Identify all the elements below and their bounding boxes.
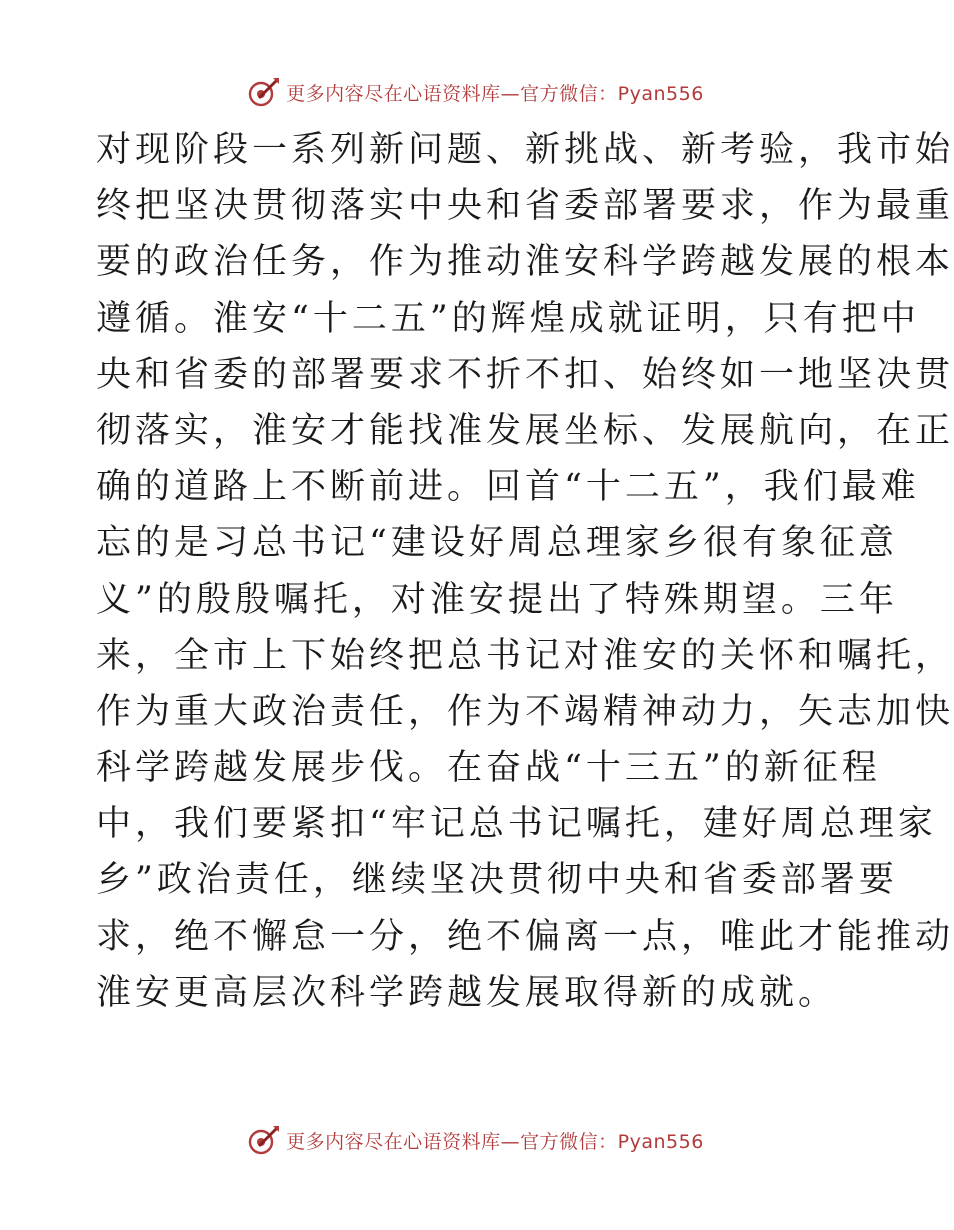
text-line: 淮安更高层次科学跨越发展取得新的成就。 — [96, 972, 838, 1013]
text-line: 乡”政治责任，继续坚决贯彻中央和省委部署要 — [96, 860, 898, 901]
text-line: 科学跨越发展步伐。在奋战“十三五”的新征程 — [96, 748, 881, 789]
text-line: 来，全市上下始终把总书记对淮安的关怀和嘱托， — [96, 635, 954, 676]
text-line: 义”的殷殷嘱托，对淮安提出了特殊期望。三年 — [96, 579, 898, 620]
document-body — [96, 122, 954, 1021]
footer-banner — [0, 1120, 950, 1160]
text-line: 确的道路上不断前进。回首“十二五”，我们最难 — [96, 467, 920, 508]
header-banner-text: 更多内容尽在心语资料库—官方微信：Pyan556 — [286, 82, 704, 105]
header-banner — [0, 72, 950, 112]
quill-pen-circle-icon — [246, 75, 280, 109]
text-line: 作为重大政治责任，作为不竭精神动力，矢志加快 — [96, 691, 954, 732]
text-line: 央和省委的部署要求不折不扣、始终如一地坚决贯 — [96, 354, 954, 395]
text-line: 彻落实，淮安才能找准发展坐标、发展航向，在正 — [96, 410, 954, 451]
text-line: 求，绝不懈怠一分，绝不偏离一点，唯此才能推动 — [96, 916, 954, 957]
text-line: 对现阶段一系列新问题、新挑战、新考验，我市始 — [96, 130, 954, 170]
text-line: 遵循。淮安“十二五”的辉煌成就证明，只有把中 — [96, 298, 920, 339]
text-line: 中，我们要紧扣“牢记总书记嘱托，建好周总理家 — [96, 804, 937, 845]
quill-pen-circle-icon — [246, 1123, 280, 1157]
text-line: 终把坚决贯彻落实中央和省委部署要求，作为最重 — [96, 186, 954, 227]
footer-banner-text: 更多内容尽在心语资料库—官方微信：Pyan556 — [286, 1130, 704, 1153]
text-line: 要的政治任务，作为推动淮安科学跨越发展的根本 — [96, 242, 954, 283]
text-line: 忘的是习总书记“建设好周总理家乡很有象征意 — [96, 523, 898, 564]
